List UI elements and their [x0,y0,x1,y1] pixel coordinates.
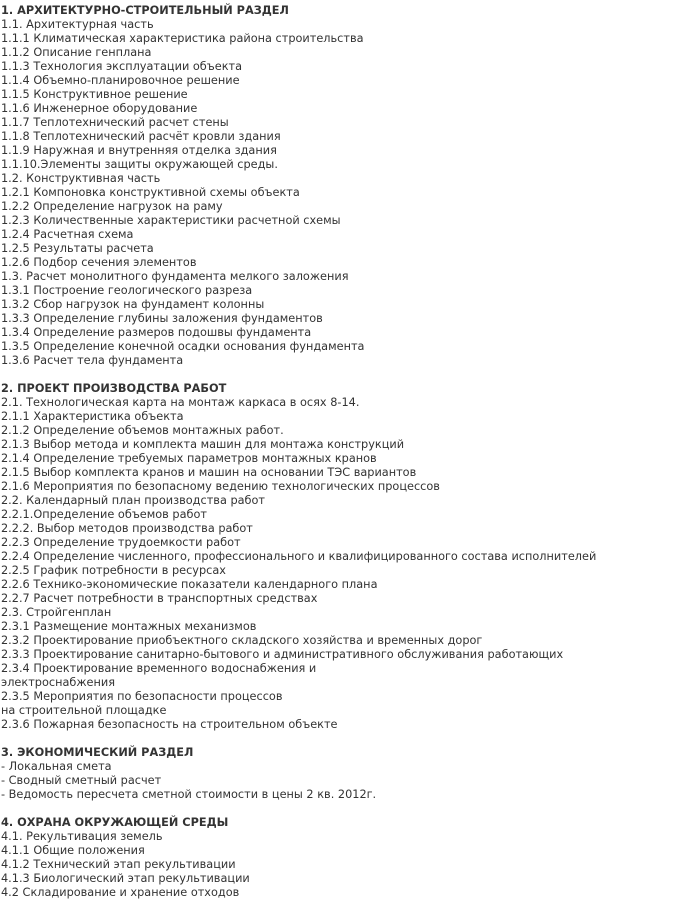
list-item: 1.1.6 Инженерное оборудование [1,102,198,115]
list-item: 1.1.2 Описание генплана [1,46,152,59]
list-item: 2.1.5 Выбор комплекта кранов и машин на основании ТЭС вариантов [1,466,417,479]
list-item: 2.1.6 Мероприятия по безопасному ведению технологических процессов [1,480,440,493]
list-item: 1.1.8 Теплотехнический расчёт кровли здания [1,130,281,143]
list-item: - Сводный сметный расчет [1,774,162,787]
list-item: 4.1.2 Технический этап рекультивации [1,858,236,871]
list-item: 1.2.1 Компоновка конструктивной схемы объекта [1,186,300,199]
list-item: 2.2.5 График потребности в ресурсах [1,564,226,577]
list-item: 1.2.5 Результаты расчета [1,242,154,255]
list-item: 4.1.3 Биологический этап рекультивации [1,872,250,885]
list-item: 1.1.10.Элементы защиты окружающей среды. [1,158,278,171]
list-item: 1.1.5 Конструктивное решение [1,88,188,101]
list-item: 1.3. Расчет монолитного фундамента мелкого заложения [1,270,349,283]
list-item: 1.1. Архитектурная часть [1,18,154,31]
list-item: 4.2 Складирование и хранение отходов [1,886,240,899]
list-item: 2.2.2. Выбор методов производства работ [1,522,253,535]
list-item: 2.2.3 Определение трудоемкости работ [1,536,241,549]
section-1 [1,4,697,368]
list-item: 2.2.1.Определение объемов работ [1,508,207,521]
section-3 [1,746,697,802]
list-item: - Ведомость пересчета сметной стоимости в цены 2 кв. 2012г. [1,788,377,801]
list-item: 2.1.2 Определение объемов монтажных работ. [1,424,284,437]
list-item: - Локальная смета [1,760,112,773]
section-title: 4. ОХРАНА ОКРУЖАЮЩЕЙ СРЕДЫ [1,816,229,829]
list-item: на строительной площадке [1,704,167,717]
list-item: 2.2.4 Определение численного, профессионального и квалифицированного состава исполнителей [1,550,597,563]
list-item: 2.3.4 Проектирование временного водоснабжения и [1,662,317,675]
list-item: электроснабжения [1,676,115,689]
list-item: 1.1.9 Наружная и внутренняя отделка здания [1,144,277,157]
list-item: 2.2.6 Технико-экономические показатели календарного плана [1,578,378,591]
list-item: 2.2. Календарный план производства работ [1,494,266,507]
list-item: 1.1.4 Объемно-планировочное решение [1,74,240,87]
list-item: 2.3. Стройгенплан [1,606,112,619]
list-item: 1.1.3 Технология эксплуатации объекта [1,60,243,73]
list-item: 1.2.3 Количественные характеристики расчетной схемы [1,214,341,227]
list-item: 1.3.4 Определение размеров подошвы фундамента [1,326,312,339]
list-item: 4.1.1 Общие положения [1,844,145,857]
list-item: 1.3.5 Определение конечной осадки основания фундамента [1,340,365,353]
list-item: 2.3.1 Размещение монтажных механизмов [1,620,257,633]
list-item: 2.1.3 Выбор метода и комплекта машин для монтажа конструкций [1,438,405,451]
list-item: 2.3.5 Мероприятия по безопасности процессов [1,690,283,703]
list-item: 2.1.4 Определение требуемых параметров монтажных кранов [1,452,377,465]
section-2 [1,382,697,732]
list-item: 2.1. Технологическая карта на монтаж каркаса в осях 8-14. [1,396,360,409]
section-spacer [1,368,697,382]
list-item: 2.2.7 Расчет потребности в транспортных средствах [1,592,318,605]
list-item: 1.3.6 Расчет тела фундамента [1,354,184,367]
section-title: 3. ЭКОНОМИЧЕСКИЙ РАЗДЕЛ [1,746,194,759]
list-item: 2.1.1 Характеристика объекта [1,410,184,423]
section-spacer [1,802,697,816]
list-item: 2.3.6 Пожарная безопасность на строительном объекте [1,718,338,731]
list-item: 2.3.2 Проектирование приобъектного складского хозяйства и временных дорог [1,634,483,647]
list-item: 1.2. Конструктивная часть [1,172,161,185]
list-item: 1.1.1 Климатическая характеристика района строительства [1,32,364,45]
list-item: 1.3.2 Сбор нагрузок на фундамент колонны [1,298,265,311]
list-item: 2.3.3 Проектирование санитарно-бытового и административного обслуживания работающих [1,648,564,661]
section-title: 1. АРХИТЕКТУРНО-СТРОИТЕЛЬНЫЙ РАЗДЕЛ [1,4,289,17]
list-item: 1.3.3 Определение глубины заложения фундаментов [1,312,323,325]
list-item: 1.2.4 Расчетная схема [1,228,134,241]
list-item: 1.1.7 Теплотехнический расчет стены [1,116,229,129]
list-item: 1.2.2 Определение нагрузок на раму [1,200,223,213]
list-item: 1.2.6 Подбор сечения элементов [1,256,197,269]
list-item: 1.3.1 Построение геологического разреза [1,284,253,297]
list-item: 4.1. Рекультивация земель [1,830,163,843]
section-4 [1,816,697,900]
section-spacer [1,732,697,746]
document-body [1,4,697,900]
section-title: 2. ПРОЕКТ ПРОИЗВОДСТВА РАБОТ [1,382,227,395]
